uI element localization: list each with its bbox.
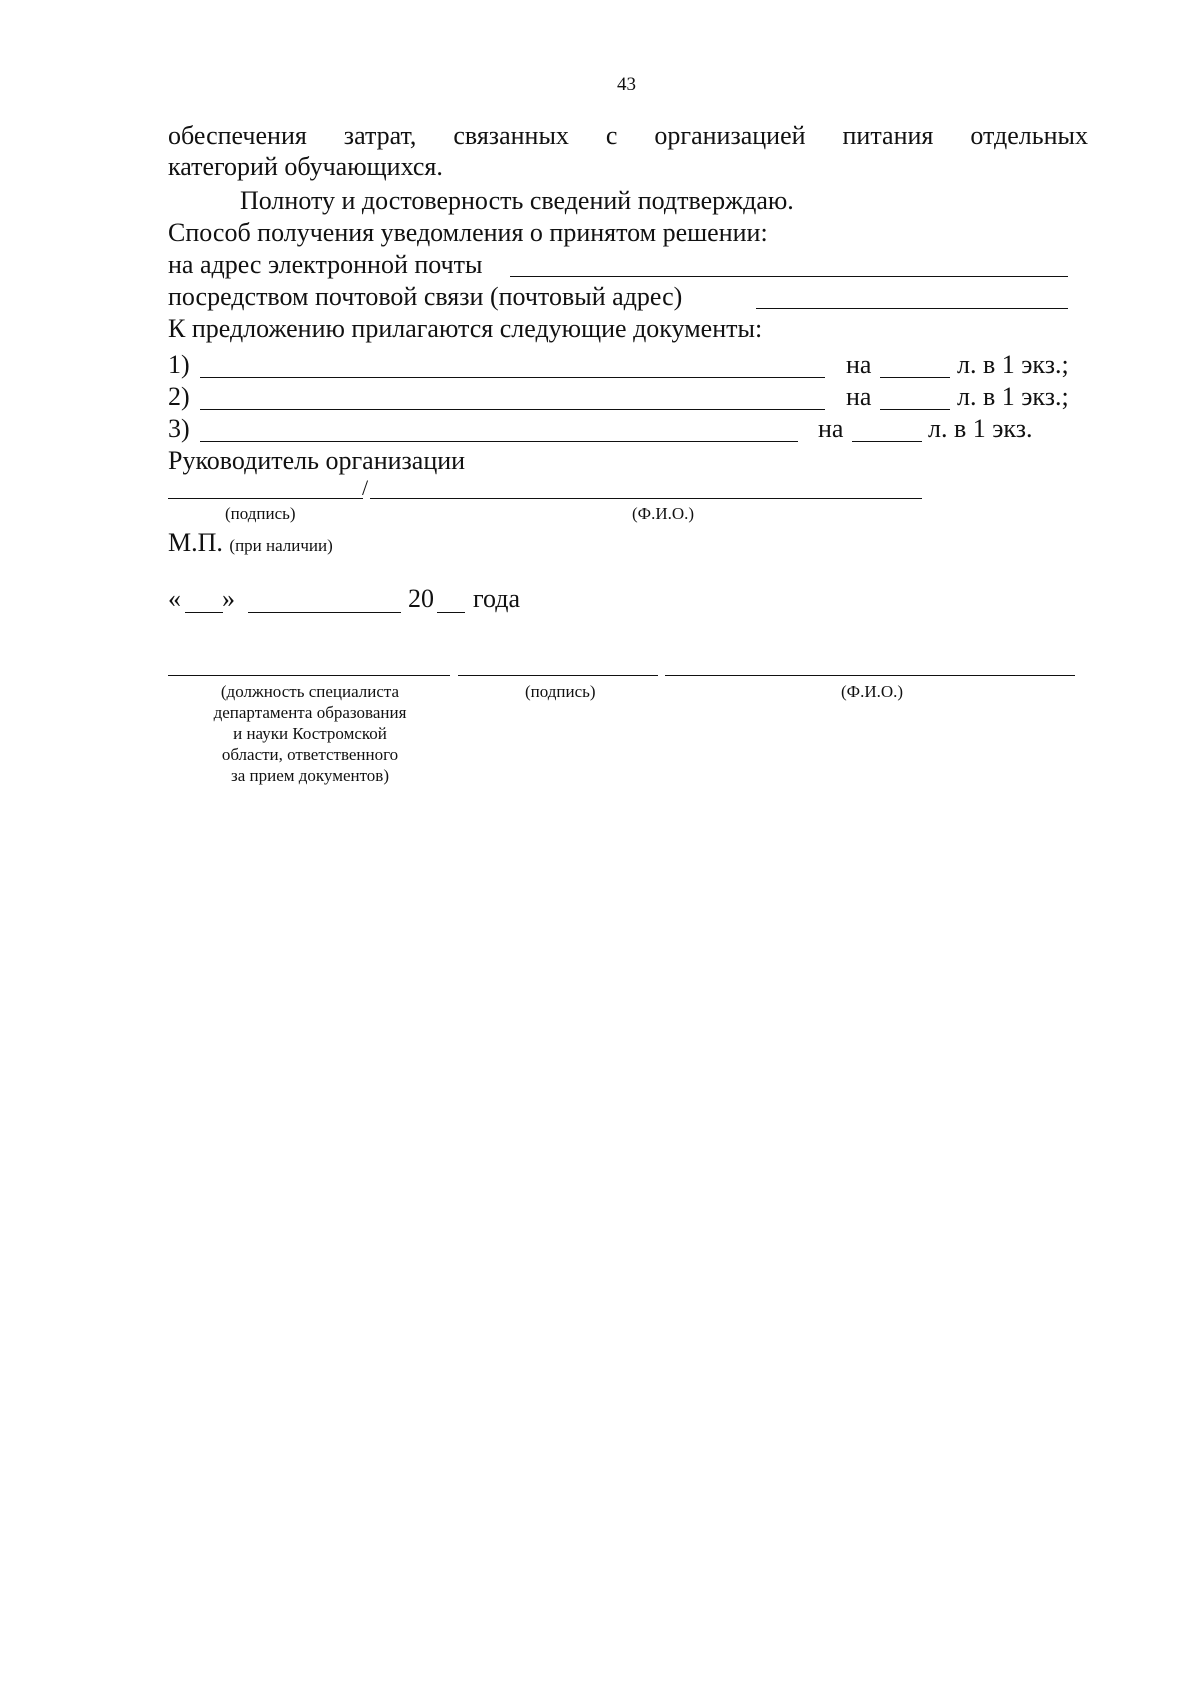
documents-label: К предложению прилагаются следующие документы: [168,314,763,343]
specialist-caption-line: департамента образования [213,703,407,722]
doc-1-tail: л. в 1 экз.; [957,350,1069,379]
specialist-caption-line: (должность специалиста [220,682,400,701]
head-of-organization-label: Руководитель организации [168,446,466,475]
doc-3-pages-field[interactable] [852,441,922,442]
specialist-signature-caption: (подпись) [525,682,596,701]
stamp-note: (при наличии) [229,536,333,555]
doc-3-name-field[interactable] [200,441,798,442]
page-number: 43 [617,74,636,95]
head-fio-caption: (Ф.И.О.) [632,504,695,523]
specialist-fio-field[interactable] [665,675,1075,676]
stamp-label [168,528,333,558]
doc-1-na: на [846,350,872,379]
postal-address-field[interactable] [756,308,1068,309]
specialist-caption-line: области, ответственного [221,745,399,764]
date-day-field[interactable] [185,612,223,613]
doc-1-pages-field[interactable] [880,377,950,378]
doc-2-na: на [846,382,872,411]
date-month-field[interactable] [248,612,401,613]
signature-separator: / [362,475,369,500]
doc-2-tail: л. в 1 экз.; [957,382,1069,411]
date-year-field[interactable] [437,612,465,613]
email-field[interactable] [510,276,1068,277]
date-year-word: года [473,584,521,613]
date-open-quote: « [168,584,181,613]
paragraph-line-1: обеспечения затрат, связанных с организацией питания отдельных [168,121,1088,150]
doc-1-number: 1) [168,350,190,379]
head-fio-field[interactable] [370,498,922,499]
head-signature-field[interactable] [168,498,363,499]
doc-3-na: на [818,414,844,443]
doc-1-name-field[interactable] [200,377,825,378]
confirm-statement: Полноту и достоверность сведений подтверждаю. [240,186,794,215]
specialist-caption-line: и науки Костромской [233,724,387,743]
doc-3-number: 3) [168,414,190,443]
doc-2-number: 2) [168,382,190,411]
postal-label: посредством почтовой связи (почтовый адрес) [168,282,683,311]
date-close-quote: » [222,584,235,613]
specialist-fio-caption: (Ф.И.О.) [841,682,904,701]
specialist-signature-field[interactable] [458,675,658,676]
specialist-position-field[interactable] [168,675,450,676]
specialist-caption-line: за прием документов) [231,766,389,785]
paragraph-line-2: категорий обучающихся. [168,152,443,181]
doc-3-tail: л. в 1 экз. [928,414,1033,443]
doc-2-name-field[interactable] [200,409,825,410]
head-signature-caption: (подпись) [225,504,296,523]
stamp-abbr: М.П. [168,528,223,557]
specialist-position-caption [180,681,440,786]
date-year-prefix: 20 [408,584,434,613]
email-label: на адрес электронной почты [168,250,483,279]
doc-2-pages-field[interactable] [880,409,950,410]
notification-method-label: Способ получения уведомления о принятом решении: [168,218,768,247]
